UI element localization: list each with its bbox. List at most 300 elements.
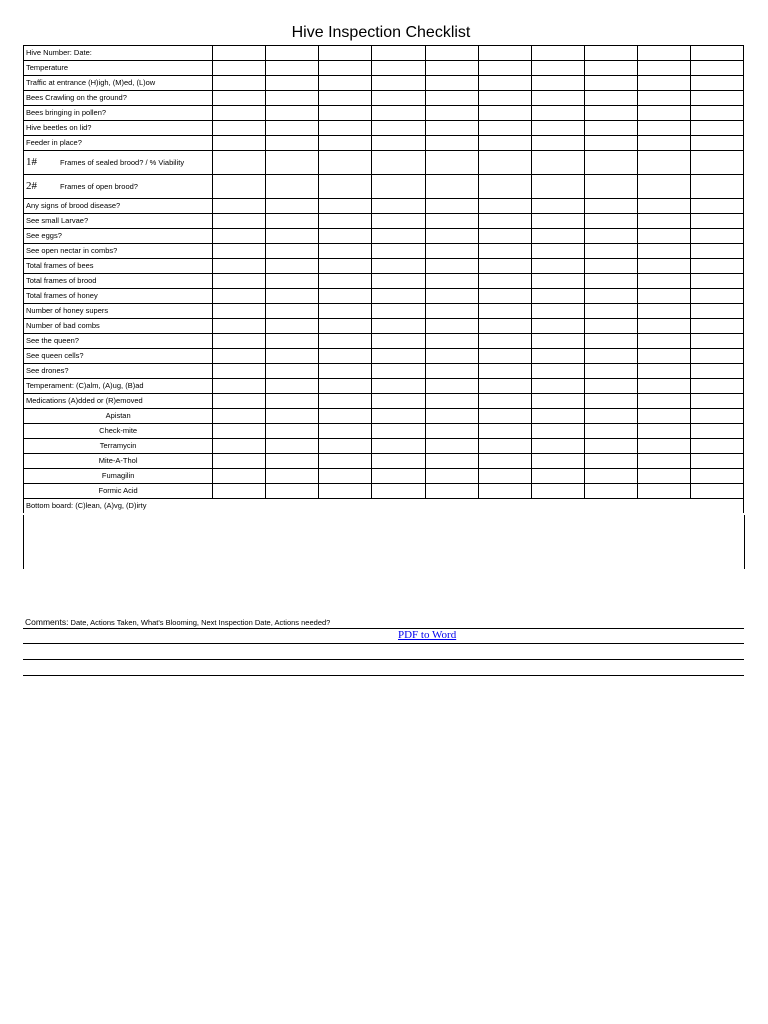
inspection-cell[interactable] xyxy=(637,121,690,136)
inspection-cell[interactable] xyxy=(425,214,478,229)
inspection-cell[interactable] xyxy=(531,439,584,454)
inspection-cell[interactable] xyxy=(690,229,743,244)
inspection-cell[interactable] xyxy=(637,364,690,379)
inspection-cell[interactable] xyxy=(637,379,690,394)
inspection-cell[interactable] xyxy=(372,424,425,439)
inspection-cell[interactable] xyxy=(637,409,690,424)
checklist-item-label: Number of bad combs xyxy=(24,319,213,334)
inspection-cell[interactable] xyxy=(637,424,690,439)
inspection-cell[interactable] xyxy=(266,46,319,61)
checklist-row xyxy=(24,274,744,289)
inspection-cell[interactable] xyxy=(266,454,319,469)
inspection-cell[interactable] xyxy=(372,136,425,151)
inspection-cell[interactable] xyxy=(213,61,266,76)
inspection-cell[interactable] xyxy=(637,61,690,76)
inspection-cell[interactable] xyxy=(478,229,531,244)
inspection-cell[interactable] xyxy=(478,214,531,229)
inspection-cell[interactable] xyxy=(372,334,425,349)
inspection-cell[interactable] xyxy=(319,46,372,61)
inspection-cell[interactable] xyxy=(690,409,743,424)
inspection-cell[interactable] xyxy=(531,121,584,136)
inspection-cell[interactable] xyxy=(319,304,372,319)
inspection-cell[interactable] xyxy=(319,409,372,424)
inspection-cell[interactable] xyxy=(213,199,266,214)
inspection-cell[interactable] xyxy=(372,244,425,259)
inspection-cell[interactable] xyxy=(266,106,319,121)
inspection-cell[interactable] xyxy=(425,304,478,319)
inspection-cell[interactable] xyxy=(266,259,319,274)
inspection-cell[interactable] xyxy=(690,259,743,274)
inspection-cell[interactable] xyxy=(425,175,478,199)
inspection-cell[interactable] xyxy=(584,409,637,424)
inspection-cell[interactable] xyxy=(266,244,319,259)
inspection-cell[interactable] xyxy=(584,364,637,379)
inspection-cell[interactable] xyxy=(372,175,425,199)
inspection-cell[interactable] xyxy=(319,334,372,349)
inspection-cell[interactable] xyxy=(478,106,531,121)
inspection-cell[interactable] xyxy=(266,214,319,229)
inspection-cell[interactable] xyxy=(213,121,266,136)
inspection-cell[interactable] xyxy=(531,424,584,439)
inspection-cell[interactable] xyxy=(425,151,478,175)
inspection-cell[interactable] xyxy=(372,469,425,484)
inspection-cell[interactable] xyxy=(319,349,372,364)
inspection-cell[interactable] xyxy=(213,304,266,319)
inspection-cell[interactable] xyxy=(584,454,637,469)
inspection-cell[interactable] xyxy=(690,349,743,364)
inspection-cell[interactable] xyxy=(266,439,319,454)
inspection-cell[interactable] xyxy=(637,91,690,106)
inspection-cell[interactable] xyxy=(372,121,425,136)
inspection-cell[interactable] xyxy=(319,244,372,259)
inspection-cell[interactable] xyxy=(372,364,425,379)
inspection-cell[interactable] xyxy=(478,379,531,394)
inspection-cell[interactable] xyxy=(584,106,637,121)
inspection-cell[interactable] xyxy=(637,274,690,289)
inspection-cell[interactable] xyxy=(425,106,478,121)
inspection-cell[interactable] xyxy=(478,364,531,379)
inspection-cell[interactable] xyxy=(478,484,531,499)
checklist-row xyxy=(24,334,744,349)
inspection-cell[interactable] xyxy=(690,214,743,229)
inspection-cell[interactable] xyxy=(319,454,372,469)
inspection-cell[interactable] xyxy=(531,136,584,151)
inspection-cell[interactable] xyxy=(531,76,584,91)
inspection-cell[interactable] xyxy=(637,106,690,121)
inspection-cell[interactable] xyxy=(319,484,372,499)
inspection-cell[interactable] xyxy=(478,244,531,259)
inspection-cell[interactable] xyxy=(531,379,584,394)
inspection-cell[interactable] xyxy=(584,349,637,364)
inspection-cell[interactable] xyxy=(584,91,637,106)
inspection-cell[interactable] xyxy=(584,175,637,199)
inspection-cell[interactable] xyxy=(213,334,266,349)
inspection-cell[interactable] xyxy=(690,46,743,61)
inspection-cell[interactable] xyxy=(690,439,743,454)
inspection-cell[interactable] xyxy=(372,439,425,454)
inspection-cell[interactable] xyxy=(213,46,266,61)
inspection-cell[interactable] xyxy=(531,454,584,469)
inspection-cell[interactable] xyxy=(584,424,637,439)
inspection-cell[interactable] xyxy=(690,364,743,379)
inspection-cell[interactable] xyxy=(213,349,266,364)
inspection-cell[interactable] xyxy=(637,199,690,214)
inspection-cell[interactable] xyxy=(266,424,319,439)
inspection-cell[interactable] xyxy=(213,409,266,424)
inspection-cell[interactable] xyxy=(319,61,372,76)
inspection-cell[interactable] xyxy=(266,136,319,151)
inspection-cell[interactable] xyxy=(637,469,690,484)
page-title: Hive Inspection Checklist xyxy=(291,24,471,41)
inspection-cell[interactable] xyxy=(584,319,637,334)
inspection-cell[interactable] xyxy=(478,409,531,424)
inspection-cell[interactable] xyxy=(213,379,266,394)
inspection-cell[interactable] xyxy=(584,76,637,91)
inspection-cell[interactable] xyxy=(584,136,637,151)
inspection-cell[interactable] xyxy=(372,229,425,244)
inspection-cell[interactable] xyxy=(637,289,690,304)
inspection-cell[interactable] xyxy=(266,364,319,379)
inspection-cell[interactable] xyxy=(690,61,743,76)
inspection-cell[interactable] xyxy=(319,91,372,106)
inspection-cell[interactable] xyxy=(637,214,690,229)
inspection-cell[interactable] xyxy=(266,334,319,349)
inspection-cell[interactable] xyxy=(266,394,319,409)
inspection-cell[interactable] xyxy=(372,76,425,91)
inspection-cell[interactable] xyxy=(425,454,478,469)
inspection-cell[interactable] xyxy=(584,151,637,175)
inspection-cell[interactable] xyxy=(531,469,584,484)
inspection-cell[interactable] xyxy=(690,289,743,304)
inspection-cell[interactable] xyxy=(531,409,584,424)
inspection-cell[interactable] xyxy=(266,484,319,499)
inspection-cell[interactable] xyxy=(372,379,425,394)
inspection-cell[interactable] xyxy=(584,334,637,349)
inspection-cell[interactable] xyxy=(372,289,425,304)
inspection-cell[interactable] xyxy=(637,136,690,151)
inspection-cell[interactable] xyxy=(478,61,531,76)
inspection-cell[interactable] xyxy=(319,121,372,136)
inspection-cell[interactable] xyxy=(372,46,425,61)
inspection-cell[interactable] xyxy=(690,91,743,106)
inspection-cell[interactable] xyxy=(478,394,531,409)
inspection-cell[interactable] xyxy=(584,469,637,484)
inspection-cell[interactable] xyxy=(213,229,266,244)
inspection-cell[interactable] xyxy=(478,46,531,61)
inspection-cell[interactable] xyxy=(637,175,690,199)
inspection-cell[interactable] xyxy=(478,76,531,91)
inspection-cell[interactable] xyxy=(266,91,319,106)
inspection-cell[interactable] xyxy=(531,349,584,364)
inspection-cell[interactable] xyxy=(213,175,266,199)
inspection-cell[interactable] xyxy=(266,469,319,484)
inspection-cell[interactable] xyxy=(690,319,743,334)
inspection-cell[interactable] xyxy=(425,199,478,214)
inspection-cell[interactable] xyxy=(531,304,584,319)
inspection-cell[interactable] xyxy=(213,469,266,484)
inspection-cell[interactable] xyxy=(425,379,478,394)
inspection-cell[interactable] xyxy=(213,136,266,151)
inspection-cell[interactable] xyxy=(266,289,319,304)
inspection-cell[interactable] xyxy=(531,151,584,175)
inspection-cell[interactable] xyxy=(213,439,266,454)
inspection-cell[interactable] xyxy=(425,364,478,379)
inspection-cell[interactable] xyxy=(319,199,372,214)
inspection-cell[interactable] xyxy=(531,244,584,259)
inspection-cell[interactable] xyxy=(425,439,478,454)
inspection-cell[interactable] xyxy=(213,214,266,229)
inspection-cell[interactable] xyxy=(584,229,637,244)
inspection-cell[interactable] xyxy=(690,274,743,289)
inspection-cell[interactable] xyxy=(478,349,531,364)
inspection-cell[interactable] xyxy=(584,379,637,394)
inspection-cell[interactable] xyxy=(425,61,478,76)
inspection-cell[interactable] xyxy=(372,304,425,319)
inspection-cell[interactable] xyxy=(425,259,478,274)
inspection-cell[interactable] xyxy=(425,136,478,151)
inspection-cell[interactable] xyxy=(266,61,319,76)
inspection-cell[interactable] xyxy=(478,121,531,136)
inspection-cell[interactable] xyxy=(531,91,584,106)
inspection-cell[interactable] xyxy=(372,214,425,229)
inspection-cell[interactable] xyxy=(584,304,637,319)
inspection-cell[interactable] xyxy=(584,439,637,454)
inspection-cell[interactable] xyxy=(478,454,531,469)
inspection-cell[interactable] xyxy=(319,289,372,304)
inspection-cell[interactable] xyxy=(584,259,637,274)
inspection-cell[interactable] xyxy=(266,274,319,289)
inspection-cell[interactable] xyxy=(637,304,690,319)
checklist-row xyxy=(24,469,744,484)
inspection-cell[interactable] xyxy=(425,469,478,484)
inspection-cell[interactable] xyxy=(266,379,319,394)
inspection-cell[interactable] xyxy=(690,454,743,469)
inspection-cell[interactable] xyxy=(637,229,690,244)
inspection-cell[interactable] xyxy=(213,424,266,439)
inspection-cell[interactable] xyxy=(637,46,690,61)
inspection-cell[interactable] xyxy=(372,484,425,499)
inspection-cell[interactable] xyxy=(266,121,319,136)
inspection-cell[interactable] xyxy=(531,394,584,409)
inspection-cell[interactable] xyxy=(319,259,372,274)
inspection-cell[interactable] xyxy=(372,61,425,76)
inspection-cell[interactable] xyxy=(584,121,637,136)
inspection-cell[interactable] xyxy=(584,394,637,409)
inspection-cell[interactable] xyxy=(319,469,372,484)
inspection-cell[interactable] xyxy=(425,244,478,259)
inspection-cell[interactable] xyxy=(637,244,690,259)
inspection-cell[interactable] xyxy=(372,259,425,274)
inspection-cell[interactable] xyxy=(213,484,266,499)
inspection-cell[interactable] xyxy=(266,319,319,334)
inspection-cell[interactable] xyxy=(584,214,637,229)
inspection-cell[interactable] xyxy=(584,61,637,76)
inspection-cell[interactable] xyxy=(584,289,637,304)
inspection-cell[interactable] xyxy=(478,259,531,274)
inspection-cell[interactable] xyxy=(690,121,743,136)
inspection-cell[interactable] xyxy=(584,244,637,259)
inspection-cell[interactable] xyxy=(213,454,266,469)
inspection-cell[interactable] xyxy=(690,334,743,349)
inspection-cell[interactable] xyxy=(690,379,743,394)
inspection-cell[interactable] xyxy=(584,46,637,61)
inspection-cell[interactable] xyxy=(531,229,584,244)
inspection-cell[interactable] xyxy=(584,274,637,289)
inspection-cell[interactable] xyxy=(266,229,319,244)
inspection-cell[interactable] xyxy=(319,364,372,379)
inspection-cell[interactable] xyxy=(531,484,584,499)
inspection-cell[interactable] xyxy=(319,274,372,289)
inspection-cell[interactable] xyxy=(531,61,584,76)
inspection-cell[interactable] xyxy=(637,439,690,454)
inspection-cell[interactable] xyxy=(319,379,372,394)
inspection-cell[interactable] xyxy=(266,304,319,319)
pdf-to-word-link[interactable]: PDF to Word xyxy=(398,629,457,641)
inspection-cell[interactable] xyxy=(213,244,266,259)
inspection-cell[interactable] xyxy=(425,289,478,304)
inspection-cell[interactable] xyxy=(425,349,478,364)
inspection-cell[interactable] xyxy=(531,46,584,61)
inspection-cell[interactable] xyxy=(213,91,266,106)
inspection-cell[interactable] xyxy=(531,289,584,304)
inspection-cell[interactable] xyxy=(319,424,372,439)
inspection-cell[interactable] xyxy=(690,394,743,409)
inspection-cell[interactable] xyxy=(266,199,319,214)
inspection-cell[interactable] xyxy=(690,76,743,91)
inspection-cell[interactable] xyxy=(478,274,531,289)
inspection-cell[interactable] xyxy=(213,151,266,175)
inspection-cell[interactable] xyxy=(213,259,266,274)
inspection-cell[interactable] xyxy=(425,91,478,106)
inspection-cell[interactable] xyxy=(531,175,584,199)
inspection-cell[interactable] xyxy=(531,199,584,214)
inspection-cell[interactable] xyxy=(425,319,478,334)
inspection-cell[interactable] xyxy=(266,175,319,199)
checklist-row xyxy=(24,106,744,121)
inspection-cell[interactable] xyxy=(637,349,690,364)
inspection-cell[interactable] xyxy=(372,151,425,175)
inspection-cell[interactable] xyxy=(478,304,531,319)
inspection-cell[interactable] xyxy=(478,319,531,334)
inspection-cell[interactable] xyxy=(478,91,531,106)
inspection-cell[interactable] xyxy=(478,469,531,484)
inspection-cell[interactable] xyxy=(690,106,743,121)
inspection-cell[interactable] xyxy=(637,454,690,469)
inspection-cell[interactable] xyxy=(690,175,743,199)
checklist-item-label: Hive beetles on lid? xyxy=(24,121,213,136)
inspection-cell[interactable] xyxy=(425,229,478,244)
inspection-cell[interactable] xyxy=(213,319,266,334)
inspection-cell[interactable] xyxy=(531,364,584,379)
inspection-cell[interactable] xyxy=(319,136,372,151)
inspection-cell[interactable] xyxy=(478,136,531,151)
inspection-cell[interactable] xyxy=(425,121,478,136)
inspection-cell[interactable] xyxy=(319,151,372,175)
inspection-cell[interactable] xyxy=(690,424,743,439)
inspection-cell[interactable] xyxy=(531,274,584,289)
inspection-cell[interactable] xyxy=(319,175,372,199)
inspection-cell[interactable] xyxy=(372,106,425,121)
inspection-cell[interactable] xyxy=(478,439,531,454)
inspection-cell[interactable] xyxy=(372,394,425,409)
inspection-cell[interactable] xyxy=(531,334,584,349)
inspection-cell[interactable] xyxy=(213,106,266,121)
inspection-cell[interactable] xyxy=(319,214,372,229)
inspection-cell[interactable] xyxy=(637,484,690,499)
inspection-cell[interactable] xyxy=(478,289,531,304)
inspection-cell[interactable] xyxy=(372,199,425,214)
inspection-cell[interactable] xyxy=(266,151,319,175)
inspection-cell[interactable] xyxy=(690,244,743,259)
inspection-cell[interactable] xyxy=(319,229,372,244)
inspection-cell[interactable] xyxy=(425,274,478,289)
inspection-cell[interactable] xyxy=(319,319,372,334)
inspection-cell[interactable] xyxy=(425,394,478,409)
inspection-cell[interactable] xyxy=(319,106,372,121)
inspection-cell[interactable] xyxy=(690,199,743,214)
inspection-cell[interactable] xyxy=(213,364,266,379)
inspection-cell[interactable] xyxy=(478,424,531,439)
inspection-cell[interactable] xyxy=(213,289,266,304)
inspection-cell[interactable] xyxy=(319,439,372,454)
inspection-cell[interactable] xyxy=(425,334,478,349)
inspection-cell[interactable] xyxy=(637,259,690,274)
inspection-cell[interactable] xyxy=(372,409,425,424)
inspection-cell[interactable] xyxy=(531,259,584,274)
inspection-cell[interactable] xyxy=(637,394,690,409)
inspection-cell[interactable] xyxy=(319,76,372,91)
inspection-cell[interactable] xyxy=(531,319,584,334)
inspection-cell[interactable] xyxy=(637,76,690,91)
inspection-cell[interactable] xyxy=(690,136,743,151)
inspection-cell[interactable] xyxy=(690,484,743,499)
inspection-cell[interactable] xyxy=(637,151,690,175)
inspection-cell[interactable] xyxy=(266,76,319,91)
inspection-cell[interactable] xyxy=(266,349,319,364)
inspection-cell[interactable] xyxy=(213,394,266,409)
inspection-cell[interactable] xyxy=(425,46,478,61)
inspection-cell[interactable] xyxy=(213,274,266,289)
inspection-cell[interactable] xyxy=(690,304,743,319)
comment-line xyxy=(23,628,744,629)
inspection-cell[interactable] xyxy=(319,394,372,409)
inspection-cell[interactable] xyxy=(425,76,478,91)
inspection-cell[interactable] xyxy=(372,91,425,106)
inspection-cell[interactable] xyxy=(690,469,743,484)
inspection-cell[interactable] xyxy=(531,214,584,229)
inspection-cell[interactable] xyxy=(690,151,743,175)
inspection-cell[interactable] xyxy=(266,409,319,424)
inspection-cell[interactable] xyxy=(425,424,478,439)
inspection-cell[interactable] xyxy=(478,151,531,175)
frame-number: 2# xyxy=(26,180,37,192)
inspection-cell[interactable] xyxy=(425,409,478,424)
inspection-cell[interactable] xyxy=(584,484,637,499)
inspection-cell[interactable] xyxy=(531,106,584,121)
inspection-cell[interactable] xyxy=(584,199,637,214)
inspection-cell[interactable] xyxy=(425,484,478,499)
inspection-cell[interactable] xyxy=(213,76,266,91)
inspection-cell[interactable] xyxy=(372,274,425,289)
inspection-cell[interactable] xyxy=(372,454,425,469)
inspection-cell[interactable] xyxy=(637,334,690,349)
inspection-cell[interactable] xyxy=(478,334,531,349)
inspection-cell[interactable] xyxy=(478,175,531,199)
inspection-cell[interactable] xyxy=(637,319,690,334)
inspection-cell[interactable] xyxy=(478,199,531,214)
inspection-cell[interactable] xyxy=(372,319,425,334)
inspection-cell[interactable] xyxy=(372,349,425,364)
